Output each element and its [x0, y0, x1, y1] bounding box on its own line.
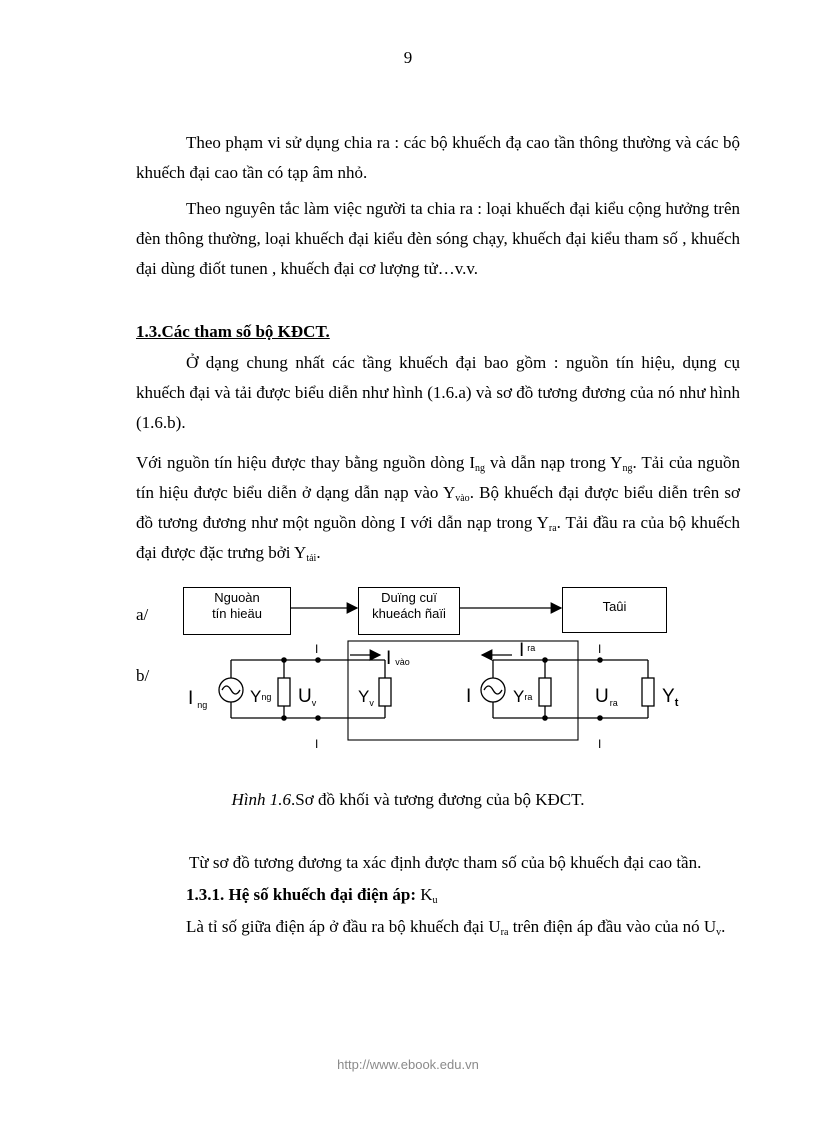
- label-yng: [250, 687, 271, 706]
- admittance-yv: [379, 678, 391, 706]
- text: . Tải của nguồn tín hiệu được biểu diễn ở dạng dẫn nạp vào Y: [136, 453, 740, 502]
- subscript: v: [369, 698, 374, 708]
- terminal-mark: I: [598, 737, 602, 751]
- subscript: v: [716, 927, 722, 938]
- gain-symbol: K: [416, 885, 433, 904]
- subscript: vào: [395, 657, 410, 667]
- subscript: u: [432, 895, 438, 906]
- admittance-yra: [539, 678, 551, 706]
- text: . Tải đầu ra của bộ khuếch đại được đặc trưng bởi Y: [136, 513, 740, 562]
- figure-caption: [0, 790, 816, 810]
- paragraph-equivalent-source: [136, 448, 740, 568]
- block-signal-source: Nguoàn tín hieäu: [183, 587, 291, 635]
- page-number: 9: [403, 48, 413, 67]
- label-ira: [519, 640, 535, 661]
- subscript: t: [674, 697, 679, 709]
- subscript: tải: [306, 553, 317, 564]
- text: I: [386, 648, 392, 669]
- subscript: ra: [609, 698, 618, 708]
- subheading-text: 1.3.1. Hệ số khuếch đại điện áp:: [186, 885, 417, 904]
- subscript: ng: [261, 692, 272, 702]
- text: .: [721, 917, 726, 936]
- text: U: [595, 686, 609, 707]
- subscript: ra: [500, 927, 509, 938]
- subscript: vào: [455, 493, 470, 504]
- text: Y: [662, 686, 675, 707]
- admittance-yt: [642, 678, 654, 706]
- section-heading: [136, 317, 740, 347]
- label-yra: [513, 687, 532, 706]
- caption-figure-number: Hình 1.6: [231, 790, 292, 809]
- subscript: ra: [524, 692, 533, 702]
- text: Là tỉ số giữa điện áp ở đầu ra bộ khuếch đại U: [186, 917, 501, 936]
- label-ing: [188, 688, 207, 710]
- block-load: Taûi: [562, 587, 667, 633]
- label-i: I: [466, 686, 472, 707]
- equivalent-circuit-diagram: [0, 560, 816, 760]
- terminal-mark: I: [315, 737, 319, 751]
- text: trên điện áp đầu vào của nó U: [508, 917, 717, 936]
- subheading-voltage-gain: [136, 880, 740, 910]
- label-ura: [595, 686, 618, 708]
- text: . Bộ khuếch đại được biểu diễn trên sơ đồ tương đương như một nguồn dòng I với dẫn nạp trong Y: [136, 483, 740, 532]
- subscript: ng: [475, 463, 486, 474]
- text: Y: [513, 687, 525, 706]
- terminal-mark: I: [315, 642, 319, 656]
- subscript: v: [311, 698, 317, 708]
- block-amplifier: Duïng cuï khueách ñaïi: [358, 587, 460, 635]
- text: và dẫn nạp trong Y: [485, 453, 623, 472]
- footer-url: http://www.ebook.edu.vn: [337, 1057, 479, 1072]
- paragraph-general-stage: Ở dạng chung nhất các tầng khuếch đại bao gồm : nguồn tín hiệu, dụng cụ khuếch đại và tải được biểu diễn như hình (1.6.a) và sơ đồ tương đương của nó như hình (1.6.b).: [136, 353, 740, 432]
- text: Y: [358, 687, 370, 706]
- terminal-mark: I: [598, 642, 602, 656]
- text: Y: [250, 687, 262, 706]
- subscript: ra: [527, 643, 536, 653]
- text: .: [316, 543, 321, 562]
- label-uv: [298, 686, 317, 708]
- admittance-yng: [278, 678, 290, 706]
- text: Với nguồn tín hiệu được thay bằng nguồn dòng I: [136, 453, 476, 472]
- caption-text: .Sơ đồ khối và tương đương của bộ KĐCT.: [291, 790, 585, 809]
- figure-label-b: b/: [136, 666, 150, 685]
- paragraph-amplifier-range: Theo phạm vi sử dụng chia ra : các bộ khuếch đạ cao tần thông thường và các bộ khuếch đại cao tần có tạp âm nhỏ.: [136, 133, 740, 182]
- label-ivao: [386, 648, 410, 669]
- text: I: [188, 688, 194, 709]
- paragraph-derive-params: Từ sơ đồ tương đương ta xác định được tham số của bộ khuếch đại cao tần.: [189, 853, 702, 872]
- text: I: [519, 640, 525, 661]
- section-heading-text: 1.3.Các tham số bộ KĐCT.: [136, 322, 330, 341]
- label-yt: [662, 686, 679, 709]
- subscript: ng: [197, 700, 208, 710]
- paragraph-operating-principle: Theo nguyên tắc làm việc người ta chia ra : loại khuếch đại kiểu cộng hưởng trên đèn thông thường, loại khuếch đại kiểu đèn sóng chạy, khuếch đại kiểu tham số , khuếch đại dùng điốt tunen , khuếch đại cơ lượng tử…v.v.: [136, 199, 740, 278]
- figure-label-a: a/: [136, 605, 149, 624]
- label-yv: [358, 687, 374, 708]
- text: U: [298, 686, 312, 707]
- subscript: ra: [548, 523, 557, 534]
- paragraph-voltage-gain-definition: [136, 912, 740, 942]
- subscript: ng: [622, 463, 633, 474]
